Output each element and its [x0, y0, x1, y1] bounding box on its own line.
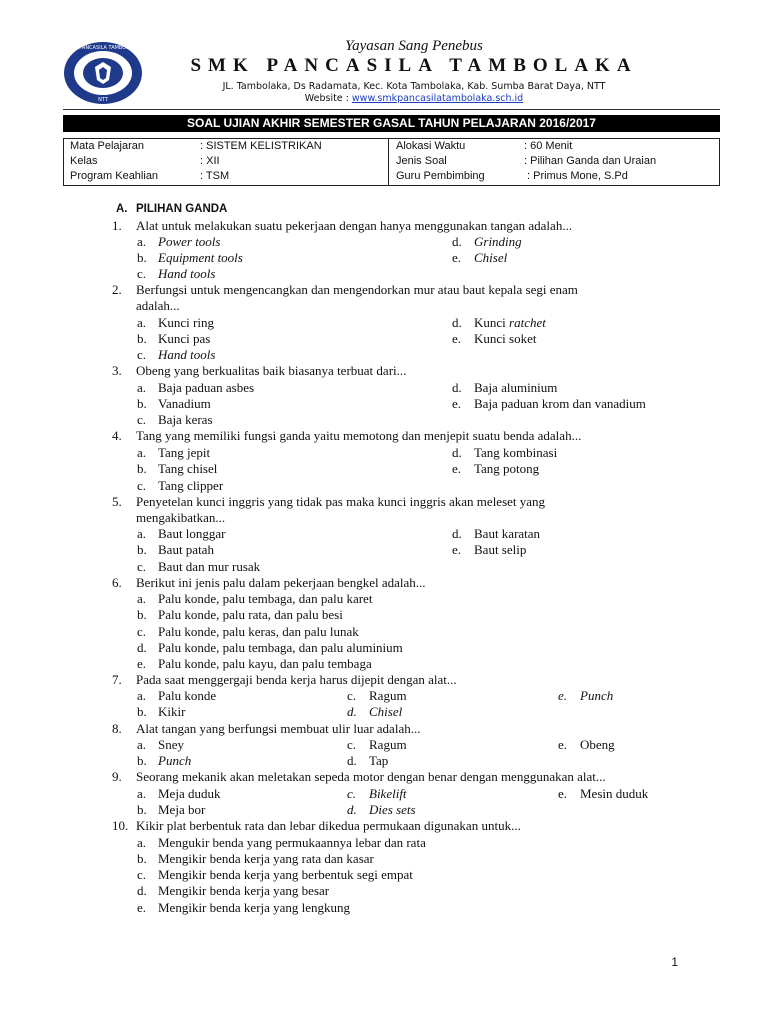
option-c[interactable]: Tang clipper	[158, 478, 224, 493]
option-letter: c.	[137, 347, 147, 362]
option-a[interactable]: Tang jepit	[158, 445, 211, 460]
option-b[interactable]: Vanadium	[158, 396, 211, 411]
logo-text-bottom: NTT	[98, 97, 108, 103]
option-letter: d.	[452, 315, 462, 330]
option-a[interactable]: Baut longgar	[158, 526, 226, 541]
school-address: JL. Tambolaka, Ds Radamata, Kec. Kota Tambolaka, Kab. Sumba Barat Daya, NTT	[222, 81, 606, 92]
option-letter: a.	[137, 445, 147, 460]
option-b[interactable]: Baut patah	[158, 542, 214, 557]
question-number: 1.	[112, 218, 122, 233]
teacher-label: Guru Pembimbing	[396, 170, 485, 182]
option-letter: b.	[137, 396, 147, 411]
option-a[interactable]: Power tools	[158, 234, 221, 249]
option-b[interactable]: Punch	[158, 753, 192, 768]
section-title: PILIHAN GANDA	[136, 203, 228, 215]
teacher-value: : Primus Mone, S.Pd	[527, 170, 628, 182]
website-label: Website :	[304, 93, 349, 104]
page-number: 1	[671, 955, 678, 969]
option-a[interactable]: Kunci ring	[158, 315, 214, 330]
subject-label: Mata Pelajaran	[70, 140, 144, 152]
option-e[interactable]: Baut selip	[474, 542, 527, 557]
option-e[interactable]: Punch	[580, 688, 614, 703]
option-letter: d.	[452, 526, 462, 541]
option-letter: e.	[452, 396, 462, 411]
option-d-text: Kunci	[474, 315, 510, 330]
subject-value: : SISTEM KELISTRIKAN	[200, 140, 322, 152]
option-e[interactable]: Mengikir benda kerja yang lengkung	[158, 900, 351, 915]
option-letter: c.	[137, 624, 147, 639]
option-letter: b.	[137, 753, 147, 768]
time-value: : 60 Menit	[524, 140, 573, 152]
option-letter: d.	[137, 883, 147, 898]
question-text: Kikir plat berbentuk rata dan lebar dikedua permukaan digunakan untuk...	[136, 818, 521, 833]
option-d[interactable]: Chisel	[369, 704, 403, 719]
option-letter: a.	[137, 688, 147, 703]
question-number: 7.	[112, 672, 122, 687]
question-number: 2.	[112, 282, 122, 297]
option-e[interactable]: Tang potong	[474, 461, 540, 476]
option-d[interactable]: Baja aluminium	[474, 380, 558, 395]
option-a[interactable]: Palu konde, palu tembaga, dan palu karet	[158, 591, 373, 606]
option-letter: c.	[137, 266, 147, 281]
class-value: : XII	[200, 155, 220, 167]
option-letter: b.	[137, 851, 147, 866]
option-letter: c.	[137, 478, 147, 493]
question-text: Penyetelan kunci inggris yang tidak pas maka kunci inggris akan meleset yang	[136, 494, 546, 509]
option-letter: e.	[452, 461, 462, 476]
option-d[interactable]: Grinding	[474, 234, 522, 249]
exam-info-box	[63, 138, 720, 186]
program-label: Program Keahlian	[70, 170, 159, 182]
exam-title: SOAL UJIAN AKHIR SEMESTER GASAL TAHUN PELAJARAN 2016/2017	[63, 115, 720, 132]
option-d[interactable]: Tang kombinasi	[474, 445, 558, 460]
website-link[interactable]: www.smkpancasilatambolaka.sch.id	[351, 93, 524, 104]
question-text: Alat tangan yang berfungsi membuat ulir luar adalah...	[136, 721, 421, 736]
type-label: Jenis Soal	[396, 155, 447, 167]
option-b[interactable]: Palu konde, palu rata, dan palu besi	[158, 607, 343, 622]
question-text: Obeng yang berkualitas baik biasanya terbuat dari...	[136, 363, 407, 378]
option-e[interactable]: Chisel	[474, 250, 508, 265]
option-letter: a.	[137, 591, 147, 606]
school-website	[0, 93, 768, 104]
question-text-cont: mengakibatkan...	[136, 510, 226, 525]
option-a[interactable]: Mengukir benda yang permukaannya lebar dan rata	[158, 835, 426, 850]
option-e[interactable]: Palu konde, palu kayu, dan palu tembaga	[158, 656, 372, 671]
type-value: : Pilihan Ganda dan Uraian	[524, 155, 657, 167]
class-label: Kelas	[70, 155, 98, 167]
option-letter: e.	[137, 656, 147, 671]
option-e[interactable]: Obeng	[580, 737, 615, 752]
option-c[interactable]: Bikelift	[369, 786, 407, 801]
option-letter: d.	[347, 802, 357, 817]
option-d[interactable]: Baut karatan	[474, 526, 541, 541]
option-letter: b.	[137, 802, 147, 817]
option-letter: e.	[452, 331, 462, 346]
option-a[interactable]: Meja duduk	[158, 786, 221, 801]
option-letter: d.	[347, 704, 357, 719]
program-value: : TSM	[200, 170, 230, 182]
option-letter: e.	[452, 250, 462, 265]
option-d[interactable]: Tap	[369, 753, 389, 768]
option-letter: e.	[558, 786, 568, 801]
option-d-italic: ratchet	[509, 315, 546, 330]
option-d[interactable]	[474, 315, 546, 331]
question-text: Berikut ini jenis palu dalam pekerjaan bengkel adalah...	[136, 575, 426, 590]
logo-text-top: SMK PANCASILA TAMBOLAKA	[66, 45, 140, 51]
option-d[interactable]: Palu konde, palu tembaga, dan palu aluminium	[158, 640, 403, 655]
option-letter: a.	[137, 315, 147, 330]
question-number: 3.	[112, 363, 122, 378]
option-letter: c.	[347, 688, 357, 703]
option-b[interactable]: Kunci pas	[158, 331, 211, 346]
option-d[interactable]: Mengikir benda kerja yang besar	[158, 883, 330, 898]
option-c[interactable]: Hand tools	[158, 266, 216, 281]
foundation-name: Yayasan Sang Penebus	[345, 38, 483, 54]
question-text: Seorang mekanik akan meletakan sepeda motor dengan benar dengan menggunakan alat...	[136, 769, 606, 784]
option-b[interactable]: Tang chisel	[158, 461, 218, 476]
question-number: 8.	[112, 721, 122, 736]
option-letter: a.	[137, 526, 147, 541]
option-letter: d.	[137, 640, 147, 655]
option-letter: c.	[137, 867, 147, 882]
option-letter: b.	[137, 542, 147, 557]
option-letter: b.	[137, 250, 147, 265]
option-letter: b.	[137, 607, 147, 622]
question-number: 10.	[112, 818, 129, 833]
question-text: Berfungsi untuk mengencangkan dan mengendorkan mur atau baut kepala segi enam	[136, 282, 578, 297]
option-letter: b.	[137, 331, 147, 346]
option-letter: e.	[558, 688, 568, 703]
option-b[interactable]: Kikir	[158, 704, 186, 719]
option-a[interactable]: Sney	[158, 737, 184, 752]
option-c[interactable]: Palu konde, palu keras, dan palu lunak	[158, 624, 359, 639]
option-c[interactable]: Baut dan mur rusak	[158, 559, 261, 574]
question-text: Tang yang memiliki fungsi ganda yaitu memotong dan menjepit suatu benda adalah...	[136, 428, 582, 443]
option-b[interactable]: Equipment tools	[158, 250, 243, 265]
option-e[interactable]: Mesin duduk	[580, 786, 649, 801]
option-letter: c.	[347, 786, 357, 801]
option-letter: e.	[452, 542, 462, 557]
option-a[interactable]: Palu konde	[158, 688, 217, 703]
option-e[interactable]: Baja paduan krom dan vanadium	[474, 396, 646, 411]
option-letter: a.	[137, 786, 147, 801]
question-text-cont: adalah...	[136, 298, 180, 313]
option-letter: b.	[137, 461, 147, 476]
option-letter: d.	[452, 380, 462, 395]
option-letter: d.	[452, 445, 462, 460]
question-number: 5.	[112, 494, 122, 509]
option-c[interactable]: Baja keras	[158, 412, 213, 427]
option-e[interactable]: Kunci soket	[474, 331, 537, 346]
option-letter: a.	[137, 737, 147, 752]
option-b[interactable]: Mengikir benda kerja yang rata dan kasar	[158, 851, 374, 866]
question-text: Pada saat menggergaji benda kerja harus dijepit dengan alat...	[136, 672, 457, 687]
option-letter: c.	[137, 412, 147, 427]
option-c[interactable]: Hand tools	[158, 347, 216, 362]
school-name: SMK PANCASILA TAMBOLAKA	[190, 55, 638, 76]
option-c[interactable]: Mengikir benda kerja yang berbentuk segi empat	[158, 867, 413, 882]
option-letter: d.	[347, 753, 357, 768]
option-d[interactable]: Dies sets	[369, 802, 416, 817]
question-text: Alat untuk melakukan suatu pekerjaan dengan hanya menggunakan tangan adalah...	[136, 218, 573, 233]
option-letter: e.	[558, 737, 568, 752]
time-label: Alokasi Waktu	[396, 140, 466, 152]
option-letter: a.	[137, 234, 147, 249]
option-letter: b.	[137, 704, 147, 719]
option-b[interactable]: Meja bor	[158, 802, 206, 817]
question-number: 9.	[112, 769, 122, 784]
option-letter: a.	[137, 835, 147, 850]
header-divider	[63, 109, 720, 110]
option-letter: a.	[137, 380, 147, 395]
option-letter: d.	[452, 234, 462, 249]
option-letter: e.	[137, 900, 147, 915]
option-a[interactable]: Baja paduan asbes	[158, 380, 255, 395]
option-letter: c.	[137, 559, 147, 574]
section-letter: A.	[116, 203, 128, 215]
question-number: 4.	[112, 428, 122, 443]
info-box-divider	[388, 139, 389, 185]
option-letter: c.	[347, 737, 357, 752]
option-c[interactable]: Ragum	[369, 688, 407, 703]
question-number: 6.	[112, 575, 122, 590]
option-c[interactable]: Ragum	[369, 737, 407, 752]
